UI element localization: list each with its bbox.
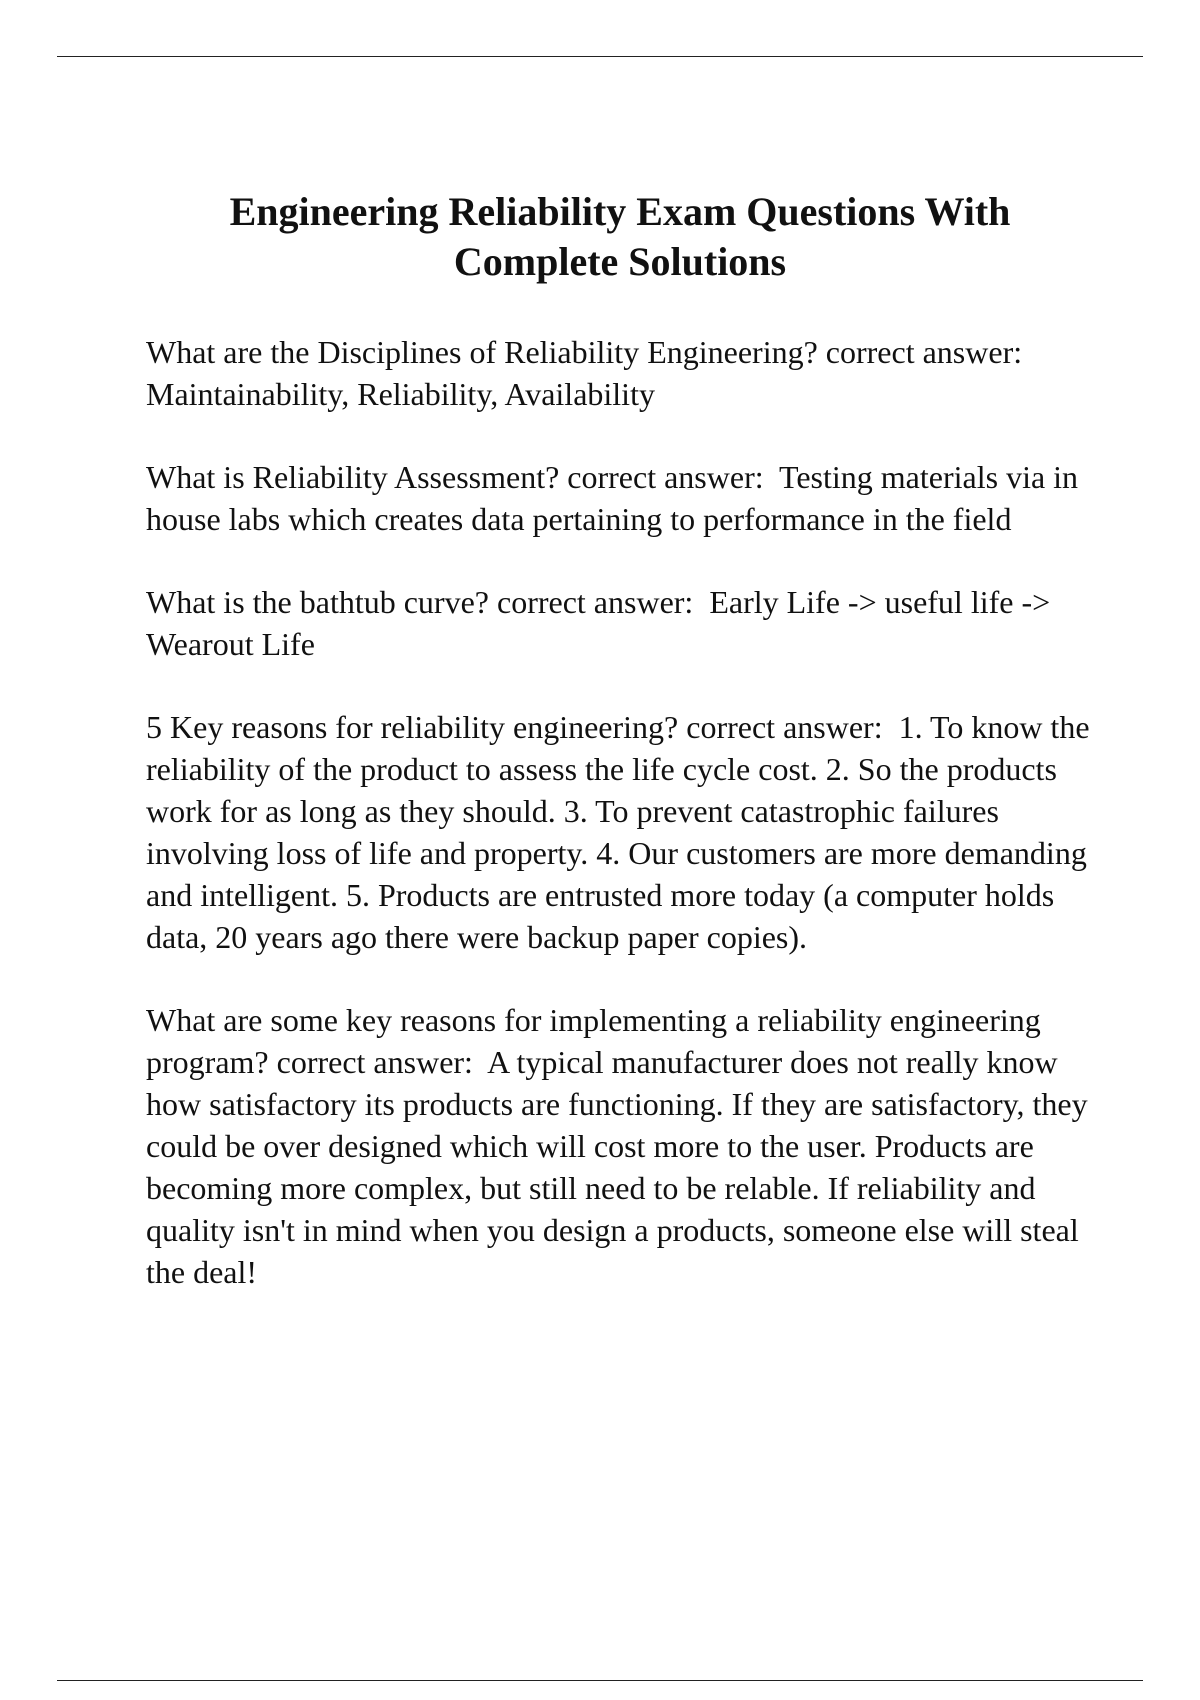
qa-item-2 <box>146 456 1096 540</box>
document-title <box>140 187 1100 287</box>
answer-label: correct answer: <box>559 459 772 495</box>
question-text: 5 Key reasons for reliability engineering? <box>146 709 679 745</box>
answer-label: correct answer: <box>268 1044 481 1080</box>
question-text: What is the bathtub curve? <box>146 584 489 620</box>
question-text: What is Reliability Assessment? <box>146 459 560 495</box>
question-text: What are some key reasons for implementing a reliability engineering program? <box>146 1002 1049 1080</box>
question-text: What are the Disciplines of Reliability Engineering? <box>146 334 818 370</box>
qa-item-5 <box>146 999 1096 1293</box>
answer-text: A typical manufacturer does not really know how satisfactory its products are functioning. If they are satisfactory, they could be over designed which will cost more to the user. Products are becoming more complex, but still need to be relable. If reliability and quality isn't in mind when you design a products, someone else will steal the deal! <box>146 1044 1096 1290</box>
answer-text: Early Life -> useful life -> Wearout Life <box>146 584 1058 662</box>
answer-label: correct answer: <box>817 334 1031 370</box>
qa-item-4 <box>146 706 1096 958</box>
answer-label: correct answer: <box>488 584 702 620</box>
qa-item-3 <box>146 581 1096 665</box>
qa-list <box>146 331 1096 1334</box>
answer-text: 1. To know the reliability of the product to assess the life cycle cost. 2. So the products work for as long as they should. 3. To prevent catastrophic failures involving loss of life and property. 4. Our customers are more demanding and intelligent. 5. Products are entrusted more today (a computer holds data, 20 years ago there were backup paper copies). <box>146 709 1098 955</box>
title-line-1: Engineering Reliability Exam Questions With <box>229 189 1011 234</box>
footer-rule <box>57 1680 1143 1681</box>
title-line-2: Complete Solutions <box>453 239 787 284</box>
answer-text: Maintainability, Reliability, Availability <box>146 334 1039 412</box>
qa-item-1 <box>146 331 1096 415</box>
answer-text: Testing materials via in house labs which creates data pertaining to performance in the field <box>146 459 1087 537</box>
answer-label: correct answer: <box>678 709 891 745</box>
header-rule <box>57 56 1143 57</box>
